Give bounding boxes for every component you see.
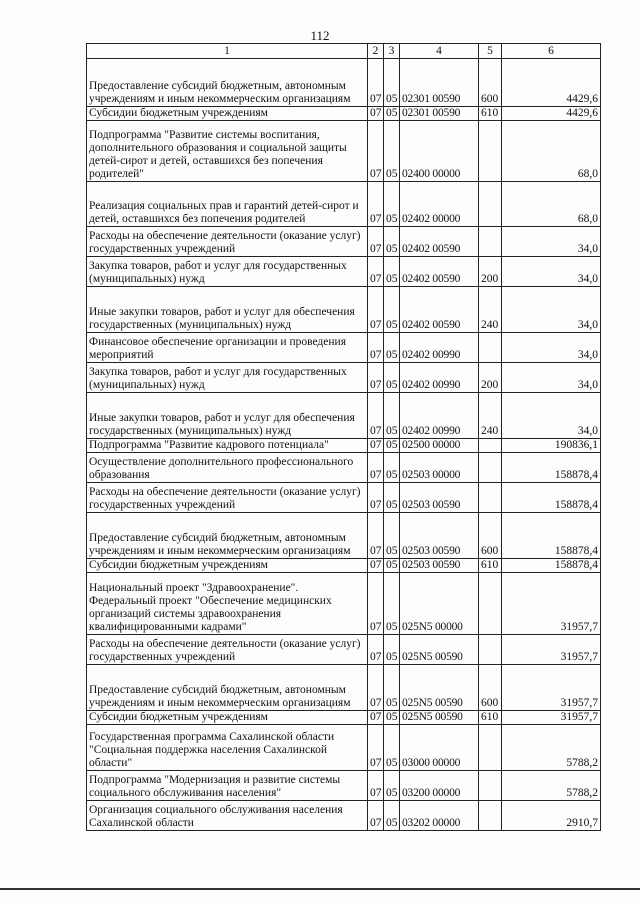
row-subsection: 05 [384,559,400,573]
row-amount: 31957,7 [502,711,601,725]
row-expense-type: 240 [479,393,502,439]
row-expense-type [479,121,502,182]
column-header: 4 [400,44,479,59]
row-section: 07 [368,182,384,227]
row-expense-type: 610 [479,559,502,573]
page-number: 112 [310,28,330,43]
row-expense-type: 610 [479,107,502,121]
row-section: 07 [368,107,384,121]
row-subsection: 05 [384,573,400,635]
row-section: 07 [368,711,384,725]
row-expense-type: 200 [479,363,502,393]
row-target-article: 02400 00000 [400,121,479,182]
row-target-article: 02301 00590 [400,59,479,107]
row-expense-type [479,453,502,483]
row-name: Закупка товаров, работ и услуг для государственных (муниципальных) нужд [87,257,368,287]
row-expense-type [479,227,502,257]
row-target-article: 02503 00590 [400,513,479,559]
row-amount: 5788,2 [502,771,601,801]
table-row [87,513,601,559]
row-section: 07 [368,665,384,711]
row-subsection: 05 [384,453,400,483]
column-header: 2 [368,44,384,59]
table-row [87,182,601,227]
table-row [87,257,601,287]
row-amount: 4429,6 [502,59,601,107]
row-name: Реализация социальных прав и гарантий детей-сирот и детей, оставшихся без попечения родителей [87,182,368,227]
row-target-article: 02503 00590 [400,483,479,513]
row-amount: 158878,4 [502,513,601,559]
row-amount: 68,0 [502,121,601,182]
row-name: Подпрограмма "Модернизация и развитие системы социального обслуживания населения" [87,771,368,801]
table-row [87,227,601,257]
row-expense-type [479,439,502,453]
row-target-article: 02402 00000 [400,182,479,227]
row-amount: 34,0 [502,227,601,257]
row-amount: 5788,2 [502,725,601,771]
row-name: Финансовое обеспечение организации и проведения мероприятий [87,333,368,363]
row-name: Национальный проект "Здравоохранение". Федеральный проект "Обеспечение медицинских организаций системы здравоохранения квалифицированными кадрами" [87,573,368,635]
row-target-article: 02402 00590 [400,257,479,287]
row-expense-type: 600 [479,59,502,107]
table-row [87,59,601,107]
row-section: 07 [368,771,384,801]
row-subsection: 05 [384,257,400,287]
row-target-article: 03200 00000 [400,771,479,801]
row-section: 07 [368,513,384,559]
row-expense-type: 200 [479,257,502,287]
row-subsection: 05 [384,333,400,363]
row-name: Иные закупки товаров, работ и услуг для обеспечения государственных (муниципальных) нужд [87,393,368,439]
row-subsection: 05 [384,107,400,121]
row-expense-type: 240 [479,287,502,333]
row-expense-type: 610 [479,711,502,725]
row-name: Организация социального обслуживания населения Сахалинской области [87,801,368,831]
row-amount: 34,0 [502,333,601,363]
row-target-article: 025N5 00590 [400,711,479,725]
row-section: 07 [368,257,384,287]
table-row [87,483,601,513]
row-section: 07 [368,635,384,665]
row-name: Расходы на обеспечение деятельности (оказание услуг) государственных учреждений [87,483,368,513]
row-section: 07 [368,801,384,831]
row-amount: 34,0 [502,257,601,287]
row-target-article: 03202 00000 [400,801,479,831]
row-name: Расходы на обеспечение деятельности (оказание услуг) государственных учреждений [87,227,368,257]
row-target-article: 02503 00000 [400,453,479,483]
row-expense-type [479,801,502,831]
row-subsection: 05 [384,363,400,393]
column-header: 6 [502,44,601,59]
row-name: Расходы на обеспечение деятельности (оказание услуг) государственных учреждений [87,635,368,665]
table-row [87,711,601,725]
row-expense-type [479,333,502,363]
row-name: Предоставление субсидий бюджетным, автономным учреждениям и иным некоммерческим организациям [87,665,368,711]
row-subsection: 05 [384,771,400,801]
row-subsection: 05 [384,725,400,771]
row-amount: 2910,7 [502,801,601,831]
row-name: Предоставление субсидий бюджетным, автономным учреждениям и иным некоммерческим организациям [87,59,368,107]
row-amount: 31957,7 [502,573,601,635]
row-section: 07 [368,363,384,393]
row-target-article: 025N5 00590 [400,635,479,665]
row-subsection: 05 [384,439,400,453]
row-section: 07 [368,333,384,363]
row-expense-type: 600 [479,665,502,711]
table-row [87,121,601,182]
row-name: Предоставление субсидий бюджетным, автономным учреждениям и иным некоммерческим организациям [87,513,368,559]
row-name: Субсидии бюджетным учреждениям [87,711,368,725]
row-subsection: 05 [384,513,400,559]
row-amount: 190836,1 [502,439,601,453]
row-section: 07 [368,287,384,333]
row-subsection: 05 [384,227,400,257]
row-subsection: 05 [384,59,400,107]
bottom-rule [0,888,640,890]
table-row [87,559,601,573]
row-subsection: 05 [384,635,400,665]
budget-table [86,43,601,831]
row-target-article: 025N5 00000 [400,573,479,635]
row-target-article: 03000 00000 [400,725,479,771]
row-subsection: 05 [384,121,400,182]
row-target-article: 02500 00000 [400,439,479,453]
column-header: 1 [87,44,368,59]
row-name: Субсидии бюджетным учреждениям [87,559,368,573]
table-row [87,107,601,121]
row-subsection: 05 [384,393,400,439]
row-amount: 4429,6 [502,107,601,121]
row-subsection: 05 [384,665,400,711]
table-row [87,393,601,439]
column-header: 3 [384,44,400,59]
table-row [87,363,601,393]
row-section: 07 [368,573,384,635]
row-target-article: 025N5 00590 [400,665,479,711]
table-row [87,725,601,771]
row-expense-type [479,771,502,801]
row-section: 07 [368,483,384,513]
row-target-article: 02402 00590 [400,287,479,333]
row-target-article: 02402 00990 [400,333,479,363]
row-section: 07 [368,439,384,453]
row-name: Государственная программа Сахалинской области "Социальная поддержка населения Сахалинской области" [87,725,368,771]
table-row [87,287,601,333]
table-row [87,453,601,483]
row-subsection: 05 [384,801,400,831]
row-expense-type [479,483,502,513]
row-amount: 158878,4 [502,453,601,483]
row-section: 07 [368,59,384,107]
row-name: Подпрограмма "Развитие кадрового потенциала" [87,439,368,453]
table-header-row [87,44,601,59]
row-amount: 34,0 [502,363,601,393]
table-row [87,665,601,711]
row-amount: 158878,4 [502,483,601,513]
row-amount: 34,0 [502,393,601,439]
row-name: Закупка товаров, работ и услуг для государственных (муниципальных) нужд [87,363,368,393]
table-row [87,635,601,665]
row-section: 07 [368,227,384,257]
table-row [87,573,601,635]
row-section: 07 [368,559,384,573]
row-expense-type: 600 [479,513,502,559]
row-amount: 158878,4 [502,559,601,573]
table-row [87,333,601,363]
row-amount: 31957,7 [502,665,601,711]
row-section: 07 [368,121,384,182]
row-expense-type [479,182,502,227]
table-row [87,771,601,801]
row-name: Субсидии бюджетным учреждениям [87,107,368,121]
row-name: Иные закупки товаров, работ и услуг для обеспечения государственных (муниципальных) нужд [87,287,368,333]
row-expense-type [479,725,502,771]
table-row [87,439,601,453]
row-amount: 31957,7 [502,635,601,665]
row-target-article: 02402 00990 [400,363,479,393]
row-target-article: 02402 00590 [400,227,479,257]
row-target-article: 02402 00990 [400,393,479,439]
table-row [87,801,601,831]
row-amount: 68,0 [502,182,601,227]
row-amount: 34,0 [502,287,601,333]
row-subsection: 05 [384,711,400,725]
row-subsection: 05 [384,483,400,513]
row-expense-type [479,573,502,635]
row-name: Осуществление дополнительного профессионального образования [87,453,368,483]
row-expense-type [479,635,502,665]
row-target-article: 02301 00590 [400,107,479,121]
row-subsection: 05 [384,287,400,333]
row-name: Подпрограмма "Развитие системы воспитания, дополнительного образования и социальной защиты детей-сирот и детей, оставшихся без попечения родителей" [87,121,368,182]
row-target-article: 02503 00590 [400,559,479,573]
row-subsection: 05 [384,182,400,227]
column-header: 5 [479,44,502,59]
row-section: 07 [368,393,384,439]
row-section: 07 [368,725,384,771]
row-section: 07 [368,453,384,483]
